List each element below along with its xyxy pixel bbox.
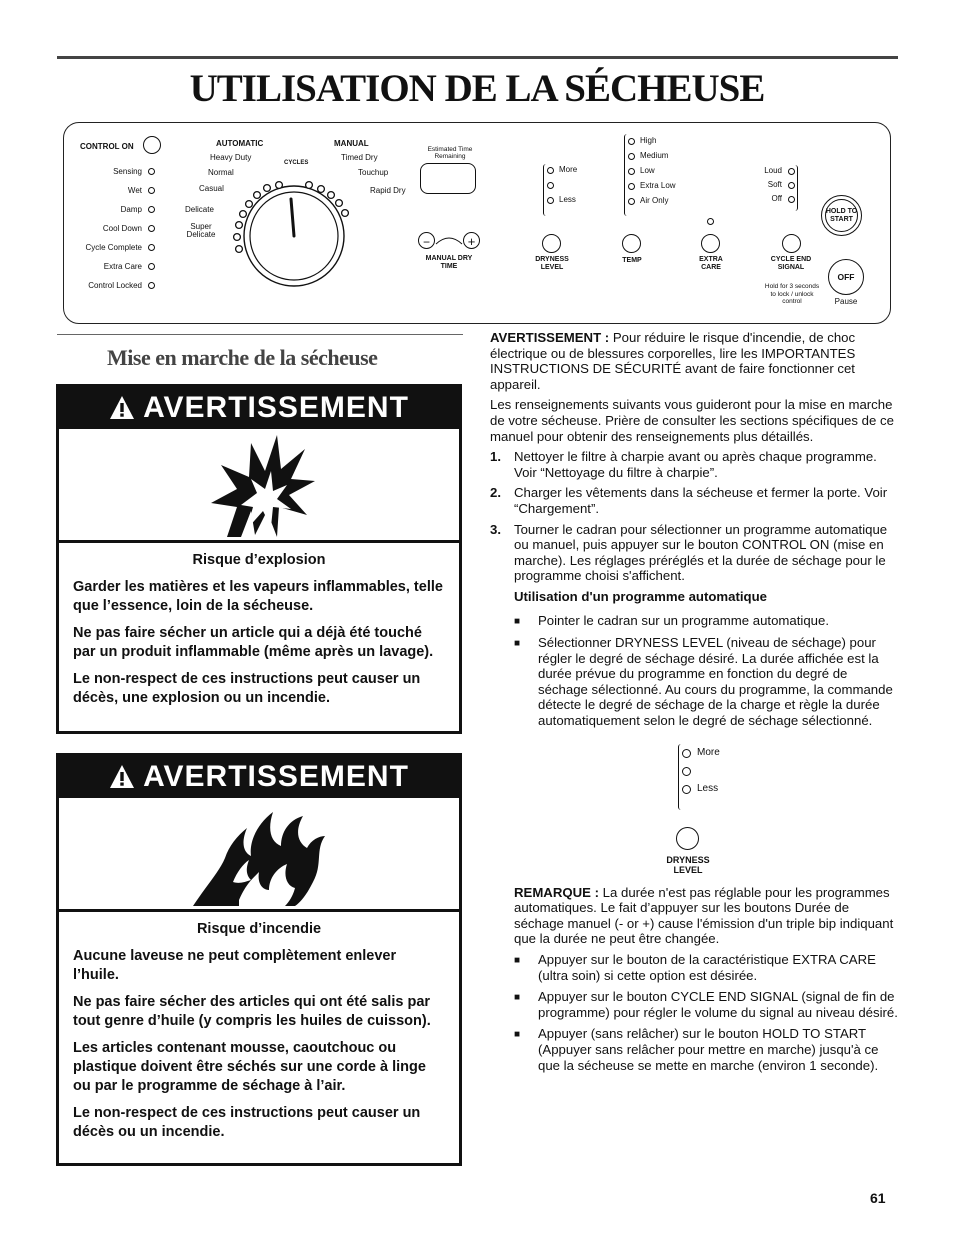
signal-option: Off bbox=[771, 194, 782, 203]
figure-dryness-button bbox=[676, 827, 699, 850]
warning-header-text: AVERTISSEMENT bbox=[143, 391, 409, 424]
page-title: UTILISATION DE LA SÉCHEUSE bbox=[189, 67, 765, 110]
temp-option: Medium bbox=[640, 151, 669, 160]
bullet-square-icon: ■ bbox=[514, 1029, 521, 1041]
fire-icon bbox=[189, 802, 329, 908]
figure-light bbox=[682, 767, 691, 776]
warning-line: Le non-respect de ces instructions peut causer un décès ou un incendie. bbox=[73, 1105, 421, 1140]
temp-option: Extra Low bbox=[640, 181, 676, 190]
step-number: 1. bbox=[490, 449, 501, 465]
signal-option: Soft bbox=[767, 180, 782, 189]
temp-option: Low bbox=[640, 166, 655, 175]
off-button bbox=[828, 259, 864, 295]
temp-light bbox=[628, 183, 635, 190]
warning-line: Garder les matières et les vapeurs inflammables, telle que l’essence, loin de la sécheuse. bbox=[73, 579, 443, 614]
warning-line: Ne pas faire sécher des articles qui ont été salis par tout genre d’huile (y compris les huiles de cuisson). bbox=[73, 994, 431, 1029]
top-rule bbox=[57, 56, 898, 59]
step-item bbox=[490, 449, 900, 480]
indicator-light bbox=[148, 206, 155, 213]
hold-lock-note: Hold for 3 seconds to lock / unlock control bbox=[764, 283, 820, 305]
step-text: Charger les vêtements dans la sécheuse et fermer la porte. Voir “Chargement”. bbox=[514, 485, 888, 516]
step-item bbox=[490, 485, 900, 516]
temp-option: High bbox=[640, 136, 657, 145]
note-paragraph bbox=[490, 885, 900, 947]
cycle-label: Normal bbox=[208, 168, 234, 177]
off-label: OFF bbox=[837, 272, 855, 282]
cycle-end-signal-button bbox=[782, 234, 801, 253]
bullet-item bbox=[490, 989, 900, 1020]
pause-label: Pause bbox=[834, 297, 858, 306]
bullet-item bbox=[490, 1026, 900, 1073]
automatic-label: AUTOMATIC bbox=[216, 139, 264, 148]
bullet-square-icon: ■ bbox=[514, 638, 521, 650]
hazard-title: Risque d’incendie bbox=[196, 921, 322, 937]
dryness-level-label: DRYNESS LEVEL bbox=[535, 256, 569, 271]
step-number: 3. bbox=[490, 521, 501, 537]
signal-light bbox=[788, 182, 795, 189]
step-number: 2. bbox=[490, 485, 501, 501]
indicator-label: Wet bbox=[127, 186, 142, 195]
dry-time-arc-icon bbox=[434, 234, 464, 248]
warning-line: Les articles contenant mousse, caoutchouc ou plastique doivent être séchés sur une corde à linge ou par le programme de séchage à l’air. bbox=[73, 1040, 426, 1094]
cycle-label: Heavy Duty bbox=[210, 153, 252, 162]
temp-light bbox=[628, 198, 635, 205]
figure-light bbox=[682, 785, 691, 794]
bullet-square-icon: ■ bbox=[514, 615, 521, 627]
dryness-option: Less bbox=[559, 195, 576, 204]
step-item bbox=[490, 522, 900, 584]
signal-option: Loud bbox=[764, 166, 782, 175]
cycle-label: Touchup bbox=[358, 168, 389, 177]
dryness-light bbox=[547, 167, 554, 174]
temp-light bbox=[628, 138, 635, 145]
note-lead: REMARQUE : bbox=[514, 884, 599, 900]
warning-body bbox=[59, 912, 459, 1142]
temp-button bbox=[622, 234, 641, 253]
warning-line: Ne pas faire sécher un article qui a déjà été touché par un produit inflammable (même après un lavage). bbox=[73, 625, 434, 660]
indicator-light bbox=[148, 225, 155, 232]
warning-box-fire bbox=[56, 753, 462, 1166]
note-text: La durée n'est pas réglable pour les programmes automatiques. Le fait d’appuyer sur les boutons Durée de séchage manuel (- or +) cause l'émission d'un triple bip indiquant que la durée ne peut être changée. bbox=[514, 884, 894, 947]
control-panel-illustration bbox=[63, 122, 891, 324]
warning-triangle-icon bbox=[109, 395, 135, 421]
cycle-label: Casual bbox=[199, 184, 224, 193]
indicator-label: Extra Care bbox=[103, 262, 142, 271]
step-text: Tourner le cadran pour sélectionner un programme automatique ou manuel, puis appuyer sur le bouton CONTROL ON (mise en marche). Les réglages préréglés et la durée de séchage pour le programme choisi s'affichent. bbox=[514, 521, 888, 584]
bullet-text: Appuyer sur le bouton de la caractéristique EXTRA CARE (ultra soin) si cette option est désirée. bbox=[538, 952, 876, 983]
manual-dry-time-label: MANUAL DRY TIME bbox=[425, 255, 473, 270]
cycle-end-signal-label: CYCLE END SIGNAL bbox=[770, 256, 812, 271]
extra-care-button bbox=[701, 234, 720, 253]
temp-light bbox=[628, 168, 635, 175]
cycles-label: CYCLES bbox=[284, 160, 309, 166]
temp-label: TEMP bbox=[622, 257, 642, 264]
dryness-option: More bbox=[559, 165, 578, 174]
time-display bbox=[420, 163, 476, 194]
plus-icon: + bbox=[467, 234, 476, 249]
cycle-label: Rapid Dry bbox=[370, 186, 406, 195]
warning-header bbox=[59, 756, 459, 798]
hold-to-start-label: HOLD TO START bbox=[825, 208, 858, 223]
control-on-button bbox=[143, 136, 161, 154]
indicator-label: Sensing bbox=[113, 167, 142, 176]
hazard-title: Risque d’explosion bbox=[192, 552, 326, 568]
warning-body bbox=[59, 543, 459, 708]
bullet-item bbox=[490, 635, 900, 729]
warning-line: Aucune laveuse ne peut complètement enlever l’huile. bbox=[73, 948, 397, 983]
temp-option: Air Only bbox=[640, 196, 669, 205]
extra-care-label: EXTRA CARE bbox=[699, 256, 723, 271]
dryness-level-figure bbox=[490, 735, 900, 885]
page-number: 61 bbox=[870, 1190, 886, 1206]
dryness-light bbox=[547, 182, 554, 189]
explosion-icon bbox=[207, 433, 317, 539]
bullet-item bbox=[490, 952, 900, 983]
figure-light bbox=[682, 749, 691, 758]
minus-button bbox=[418, 232, 435, 249]
hold-to-start-button bbox=[821, 195, 862, 236]
minus-icon: − bbox=[422, 235, 430, 249]
figure-more-label: More bbox=[697, 746, 720, 758]
instructions-column bbox=[490, 330, 900, 1079]
manual-label: MANUAL bbox=[334, 139, 369, 148]
fire-picture bbox=[59, 798, 459, 912]
auto-heading: Utilisation d'un programme automatique bbox=[514, 588, 767, 604]
dryness-light bbox=[547, 197, 554, 204]
indicator-light bbox=[148, 263, 155, 270]
step-text: Nettoyer le filtre à charpie avant ou après chaque programme. Voir “Nettoyage du filtre à charpie”. bbox=[514, 449, 877, 480]
figure-dryness-label: DRYNESS LEVEL bbox=[666, 854, 710, 875]
warning-box-explosion bbox=[56, 384, 462, 734]
section-rule bbox=[57, 334, 463, 335]
indicator-label: Cycle Complete bbox=[85, 243, 142, 252]
bullet-text: Appuyer sur le bouton CYCLE END SIGNAL (signal de fin de programme) pour régler le volume du signal au niveau désiré. bbox=[538, 989, 898, 1020]
signal-light bbox=[788, 196, 795, 203]
figure-less-label: Less bbox=[697, 782, 719, 794]
indicator-light bbox=[148, 244, 155, 251]
section-title: Mise en marche de la sécheuse bbox=[107, 345, 378, 370]
safety-warning-lead: AVERTISSEMENT : bbox=[490, 330, 610, 345]
explosion-picture bbox=[59, 429, 459, 543]
temp-light bbox=[628, 153, 635, 160]
warning-header-text: AVERTISSEMENT bbox=[143, 760, 409, 793]
warning-triangle-icon bbox=[109, 764, 135, 790]
safety-warning-text: Pour réduire le risque d'incendie, de choc électrique ou de blessures corporelles, lire les IMPORTANTES INSTRUCTIONS DE SÉCURITÉ avant de faire fonctionner cet appareil. bbox=[490, 330, 856, 392]
estimated-time-label: Estimated Time Remaining bbox=[427, 146, 473, 160]
indicator-label: Damp bbox=[120, 205, 142, 214]
safety-warning bbox=[490, 330, 900, 392]
cycle-label: Super Delicate bbox=[186, 222, 216, 239]
warning-header bbox=[59, 387, 459, 429]
indicator-light bbox=[148, 187, 155, 194]
cycle-dial-icon bbox=[219, 161, 369, 291]
intro-paragraph: Les renseignements suivants vous guideront pour la mise en marche de votre sécheuse. Prière de consulter les sections spécifiques de ce manuel pour obtenir des renseignements plus détaillés. bbox=[490, 397, 894, 444]
warning-line: Le non-respect de ces instructions peut causer un décès, une explosion ou un incendie. bbox=[73, 671, 421, 706]
control-on-label: CONTROL ON bbox=[80, 142, 134, 151]
dryness-level-button bbox=[542, 234, 561, 253]
indicator-light bbox=[148, 282, 155, 289]
bullet-text: Pointer le cadran sur un programme automatique. bbox=[538, 612, 830, 628]
bullet-square-icon: ■ bbox=[514, 992, 521, 1004]
indicator-light bbox=[148, 168, 155, 175]
extra-care-light bbox=[707, 218, 714, 225]
bullet-text: Appuyer (sans relâcher) sur le bouton HOLD TO START (Appuyer sans relâcher pour mettre en marche) jusqu'à ce que la sécheuse se mette en marche (environ 1 seconde). bbox=[538, 1026, 879, 1073]
signal-light bbox=[788, 168, 795, 175]
indicator-label: Control Locked bbox=[88, 281, 142, 290]
indicator-label: Cool Down bbox=[102, 224, 142, 233]
bullet-item bbox=[490, 613, 900, 630]
plus-button bbox=[463, 232, 480, 249]
bullet-text: Sélectionner DRYNESS LEVEL (niveau de séchage) pour régler le degré de séchage désiré. La durée affichée est la durée prévue du programme en fonction du degré de séchage sélectionné. Au cours du programme, la commande détecte le degré de séchage de la charge et règle la durée automatiquement selon le degré de séchage sélectionné. bbox=[538, 635, 893, 729]
cycle-label: Timed Dry bbox=[341, 153, 378, 162]
bullet-square-icon: ■ bbox=[514, 955, 521, 967]
cycle-label: Delicate bbox=[185, 205, 214, 214]
